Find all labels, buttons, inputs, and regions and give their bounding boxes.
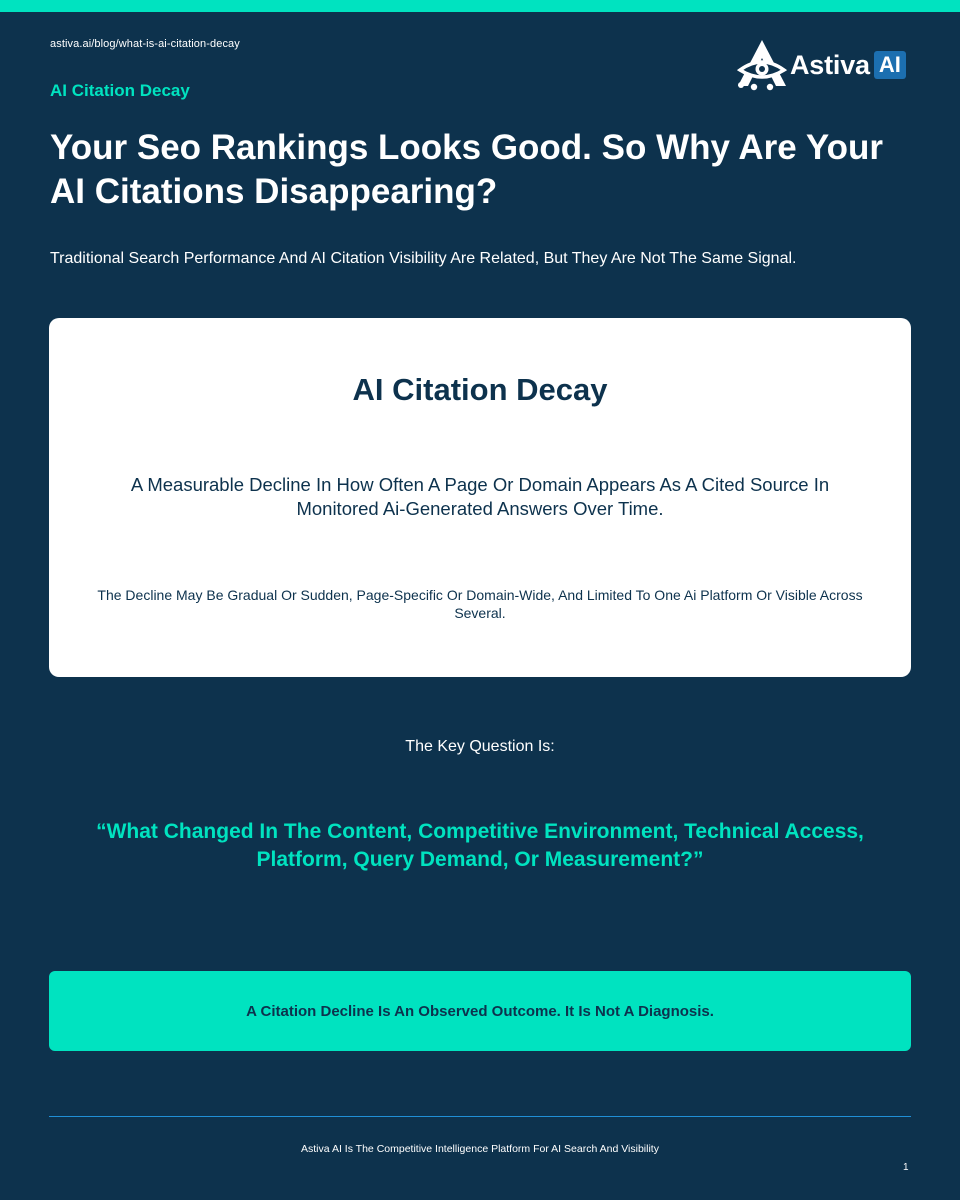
definition-card: [49, 318, 911, 677]
page-headline: Your Seo Rankings Looks Good. So Why Are Your AI Citations Disappearing?: [50, 128, 883, 211]
definition-note: The Decline May Be Gradual Or Sudden, Page-Specific Or Domain-Wide, And Limited To One Ai Platform Or Visible Across Several.: [97, 587, 863, 621]
section-kicker: AI Citation Decay: [50, 81, 190, 100]
astiva-eye-icon: [734, 38, 790, 92]
astiva-logo: [734, 38, 912, 92]
logo-ai-badge: AI: [874, 51, 906, 79]
page-number: 1: [903, 1162, 909, 1173]
callout-text: A Citation Decline Is An Observed Outcome. It Is Not A Diagnosis.: [246, 1002, 714, 1020]
key-question-quote: “What Changed In The Content, Competitive Environment, Technical Access, Platform, Query Demand, Or Measurement?”: [96, 820, 864, 871]
logo-wordmark: Astiva: [790, 49, 870, 80]
definition-title: AI Citation Decay: [352, 372, 608, 407]
footer-divider: [49, 1116, 911, 1117]
page-url: astiva.ai/blog/what-is-ai-citation-decay: [50, 38, 240, 50]
top-accent-bar: [0, 0, 960, 12]
key-question-label: The Key Question Is:: [405, 738, 555, 755]
footer-tagline: Astiva AI Is The Competitive Intelligence Platform For AI Search And Visibility: [301, 1143, 659, 1155]
callout-banner: [49, 971, 911, 1051]
definition-text: A Measurable Decline In How Often A Page Or Domain Appears As A Cited Source In Monitored Ai-Generated Answers Over Time.: [130, 474, 830, 519]
page-subhead: Traditional Search Performance And AI Citation Visibility Are Related, But They Are Not The Same Signal.: [50, 250, 797, 267]
